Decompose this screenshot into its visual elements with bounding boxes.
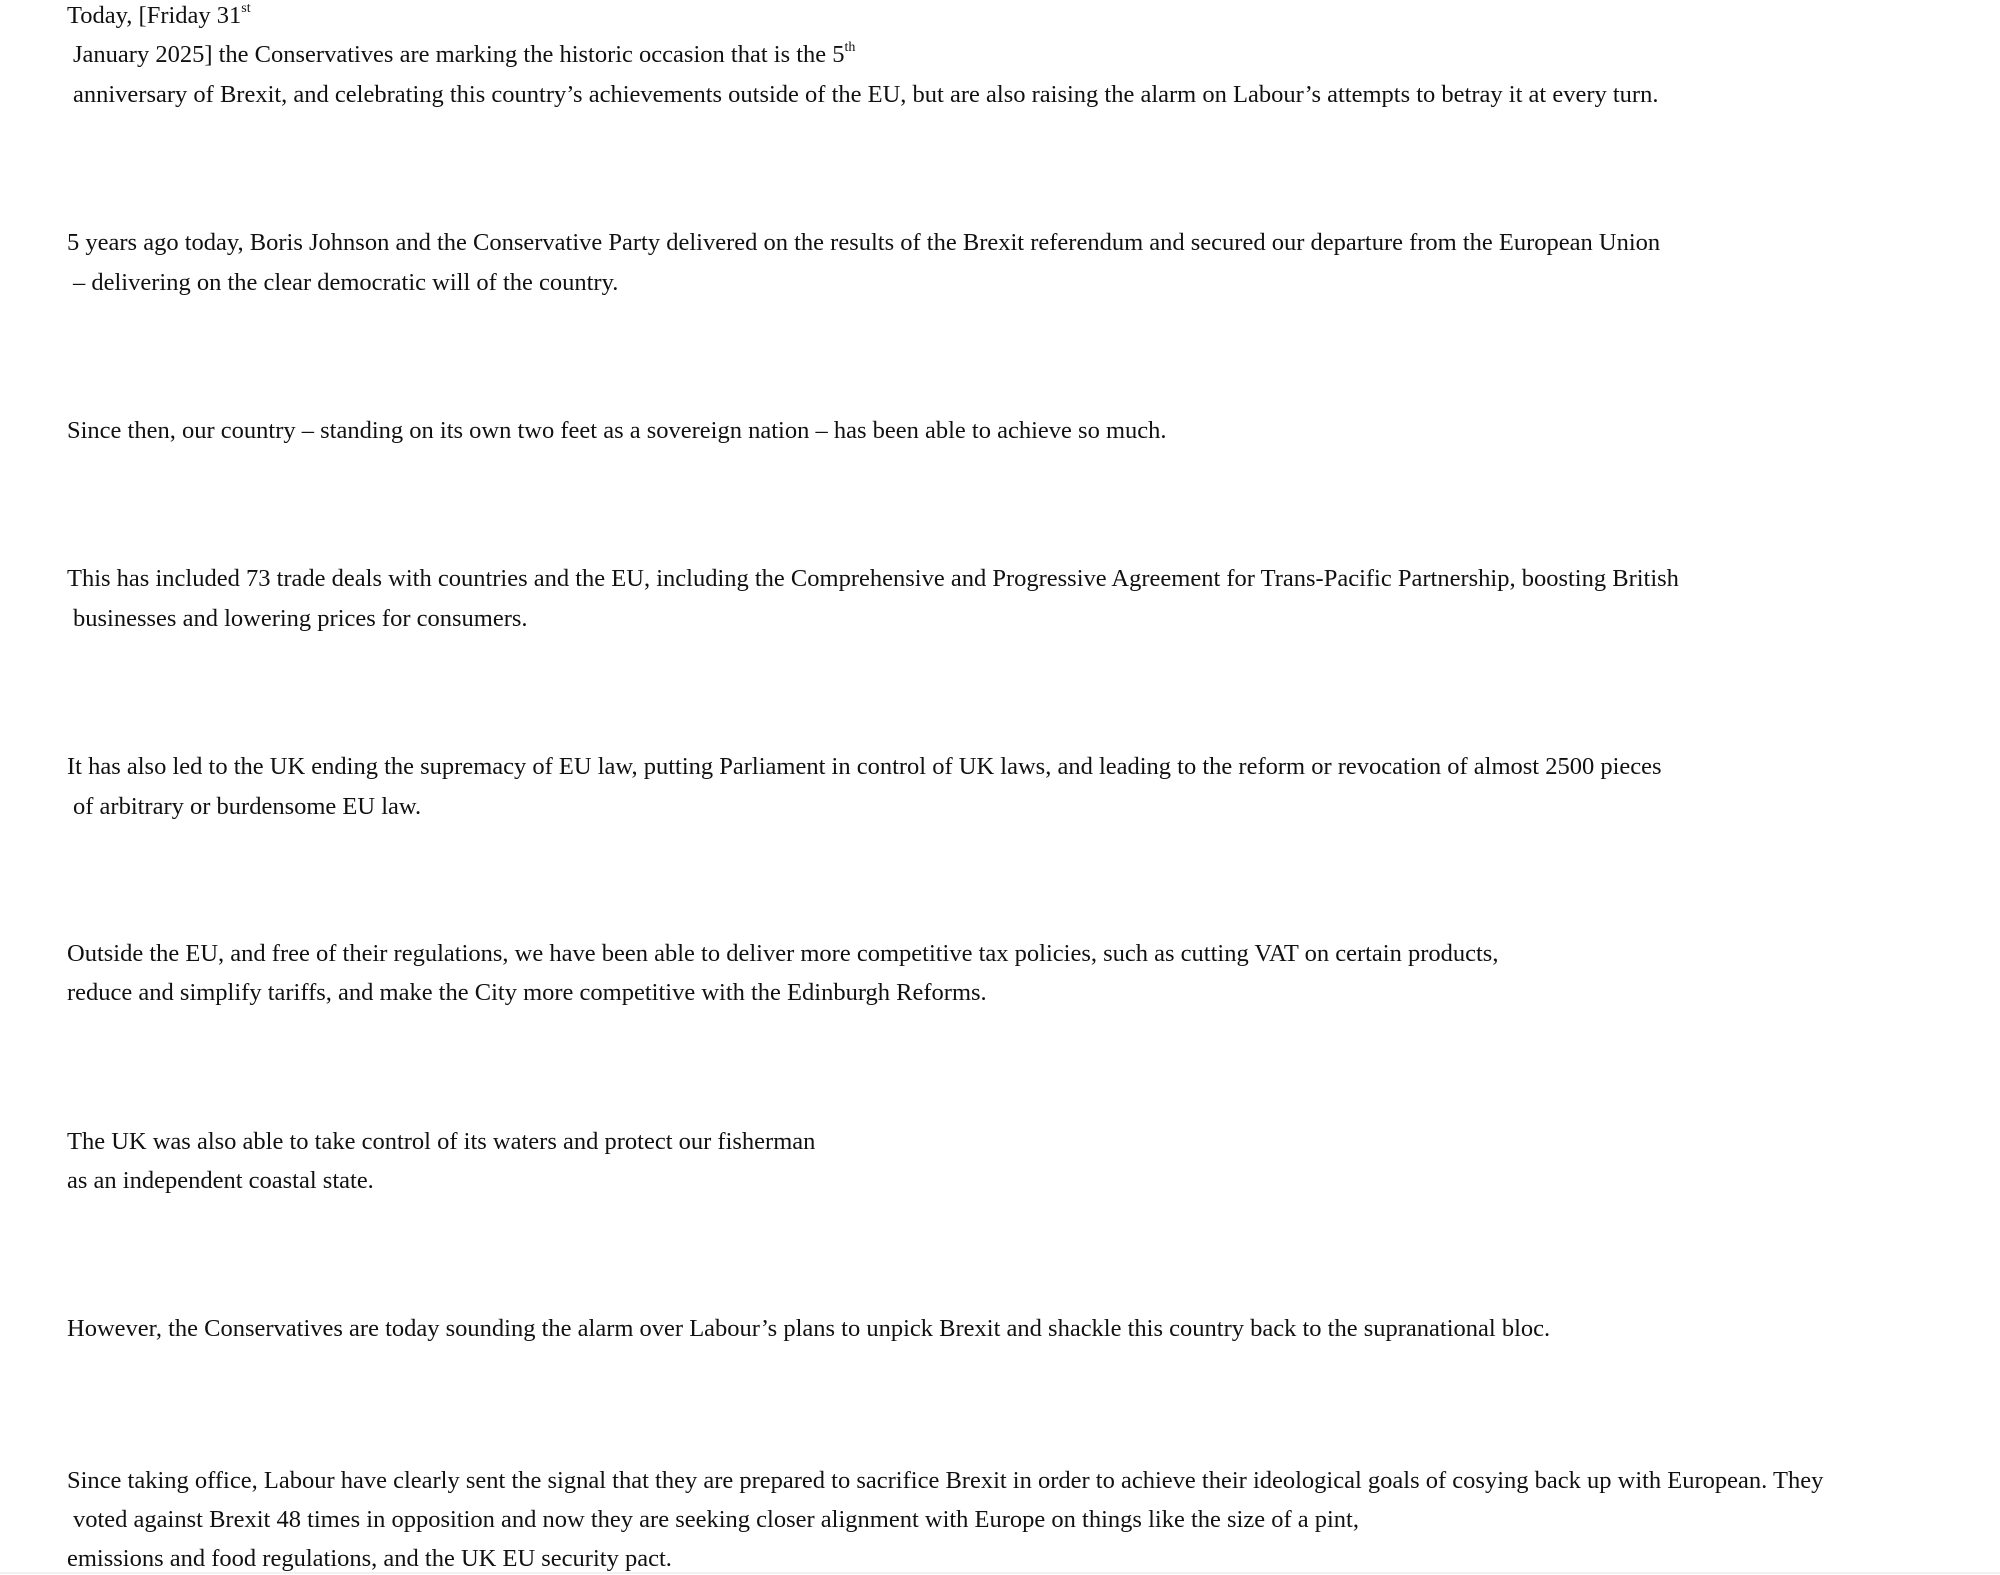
paragraph-1-line-2-text: January 2025] the Conservatives are marking the historic occasion that is the 5: [73, 41, 845, 68]
paragraph-4-line-1: This has included 73 trade deals with countries and the EU, including the Comprehensive and Progressive Agreement for Trans-Pacific Partnership, boosting British: [67, 565, 1679, 592]
ordinal-superscript: th: [844, 39, 856, 55]
paragraph-5-line-2: of arbitrary or burdensome EU law.: [73, 793, 422, 820]
paragraph-1-line-3: anniversary of Brexit, and celebrating this country’s achievements outside of the EU, but are also raising the alarm on Labour’s attempts to betray it at every turn.: [73, 81, 1659, 108]
paragraph-1-line-1: [67, 0, 251, 32]
paragraph-5-line-1: It has also led to the UK ending the supremacy of EU law, putting Parliament in control of UK laws, and leading to the reform or revocation of almost 2500 pieces: [67, 753, 1662, 780]
paragraph-4-line-2: businesses and lowering prices for consumers.: [73, 605, 528, 632]
paragraph-9-line-3: emissions and food regulations, and the UK EU security pact.: [67, 1545, 672, 1572]
paragraph-7-line-1: The UK was also able to take control of its waters and protect our fisherman: [67, 1128, 816, 1155]
paragraph-2-line-2: – delivering on the clear democratic will of the country.: [73, 269, 619, 296]
date-text: Today, [Friday 31: [67, 2, 242, 29]
paragraph-9-line-2: voted against Brexit 48 times in opposition and now they are seeking closer alignment with Europe on things like the size of a pint,: [73, 1506, 1359, 1533]
paragraph-1-line-2: [73, 39, 855, 71]
paragraph-6-line-2: reduce and simplify tariffs, and make the City more competitive with the Edinburgh Reforms.: [67, 979, 987, 1006]
date-superscript: st: [241, 0, 251, 16]
paragraph-6-line-1: Outside the EU, and free of their regulations, we have been able to deliver more competitive tax policies, such as cutting VAT on certain products,: [67, 940, 1499, 967]
paragraph-7-line-2: as an independent coastal state.: [67, 1167, 374, 1194]
paragraph-2-line-1: 5 years ago today, Boris Johnson and the Conservative Party delivered on the results of the Brexit referendum and secured our departure from the European Union: [67, 229, 1661, 256]
paragraph-9-line-1: Since taking office, Labour have clearly sent the signal that they are prepared to sacrifice Brexit in order to achieve their ideological goals of cosying back up with European. They: [67, 1467, 1824, 1494]
paragraph-8-line-1: However, the Conservatives are today sounding the alarm over Labour’s plans to unpick Brexit and shackle this country back to the supranational bloc.: [67, 1315, 1551, 1342]
paragraph-3-line-1: Since then, our country – standing on its own two feet as a sovereign nation – has been able to achieve so much.: [67, 417, 1167, 444]
